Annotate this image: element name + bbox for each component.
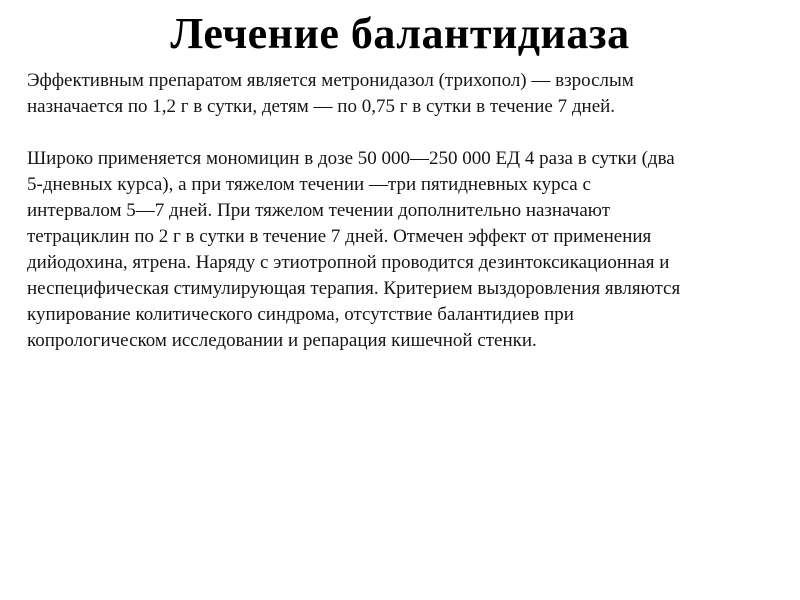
text-line: неспецифическая стимулирующая терапия. Критерием выздоровления являются bbox=[27, 278, 681, 299]
text-line: Широко применяется мономицин в дозе 50 000—250 000 ЕД 4 раза в сутки (два bbox=[27, 148, 675, 169]
text-line: дийодохина, ятрена. Наряду с этиотропной проводится дезинтоксикационная и bbox=[27, 252, 670, 273]
paragraph-metronidazole bbox=[27, 68, 797, 120]
text-line: тетрациклин по 2 г в сутки в течение 7 дней. Отмечен эффект от применения bbox=[27, 226, 652, 247]
text-line: интервалом 5—7 дней. При тяжелом течении дополнительно назначают bbox=[27, 200, 610, 221]
text-line: купирование колитического синдрома, отсутствие балантидиев при bbox=[27, 304, 574, 325]
text-line: 5-дневных курса), а при тяжелом течении —три пятидневных курса с bbox=[27, 174, 591, 195]
slide-title: Лечение балантидиаза bbox=[170, 9, 630, 58]
text-line: назначается по 1,2 г в сутки, детям — по 0,75 г в сутки в течение 7 дней. bbox=[27, 96, 616, 117]
text-line: Эффективным препаратом является метронидазол (трихопол) — взрослым bbox=[27, 70, 634, 91]
text-line: копрологическом исследовании и репарация кишечной стенки. bbox=[27, 330, 537, 351]
paragraph-monomycin bbox=[27, 146, 797, 354]
slide-body bbox=[27, 68, 797, 354]
